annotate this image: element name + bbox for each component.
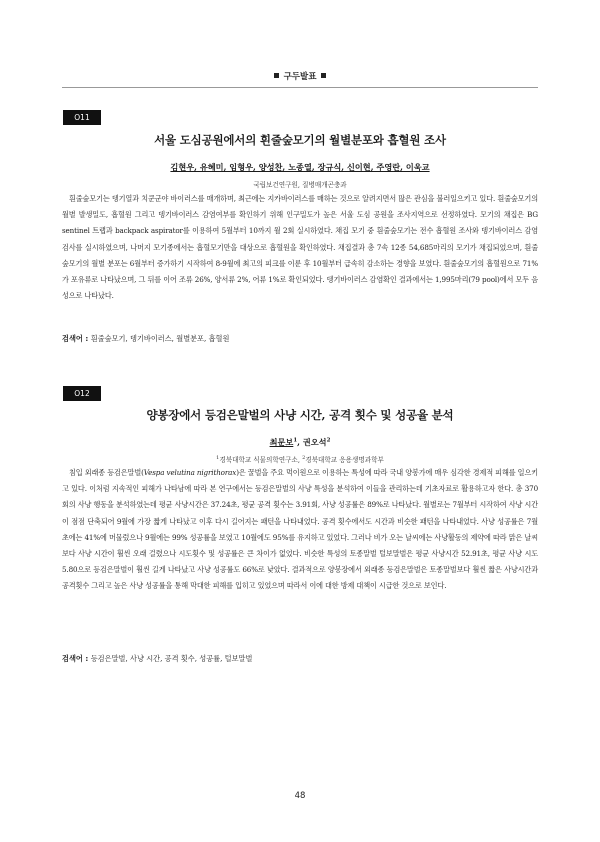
author-affil-mark: 1 [293, 437, 298, 444]
section-header [0, 70, 600, 82]
abstract-title: 양봉장에서 등검은말벌의 사냥 시간, 공격 횟수 및 성공율 분석 [146, 408, 454, 422]
author-name: 권오석 [302, 437, 327, 447]
keywords-text: 등검은말벌, 사냥 시간, 공격 횟수, 성공률, 털보말벌 [90, 654, 253, 663]
abstract-affiliation: 국립보건연구원, 질병매개곤충과 [253, 181, 347, 189]
square-bullet-icon [321, 73, 326, 78]
affil-mark: 1 [216, 454, 220, 461]
keywords-label: 검색어 [62, 654, 83, 663]
abstract-affiliation [62, 454, 538, 464]
abstract-body [62, 465, 538, 595]
author-affil-mark: 2 [326, 437, 331, 444]
square-bullet-icon [274, 73, 279, 78]
section-title: 구두발표 [283, 72, 317, 82]
keywords-label: 검색어 [62, 334, 83, 343]
affil-mark: 2 [302, 454, 306, 461]
page-number: 48 [294, 791, 306, 801]
affil-name: 경북대학교 응용생명과학부 [305, 456, 384, 464]
species-name: Vespa velutina nigrithorax [143, 468, 237, 477]
abstract-keywords: 검색어 : 등검은말벌, 사냥 시간, 공격 횟수, 성공률, 털보말벌 [62, 654, 253, 663]
keywords-text: 흰줄숲모기, 뎅기바이러스, 월별분포, 흡혈원 [90, 334, 230, 343]
abstract-code-badge: O11 [63, 110, 101, 125]
author-separator: , [297, 437, 303, 447]
abstract-authors [62, 162, 538, 173]
affil-name: 경북대학교 식물의학연구소, [219, 456, 303, 464]
author-list: 김현우, 유혜미, 임형우, 양성찬, 노종열, 장규식, 신이현, 주영란, 이욱교 [170, 162, 430, 172]
body-text: )은 꿀벌을 주요 먹이원으로 이용하는 특성에 따라 국내 양봉가에 매우 심각한 경제적 피해를 일으키고 있다. 이처럼 지속적인 피해가 나타남에 따라 본 연구에서는 등검은말벌의 사냥 특성을 분석하여 이들을 관리하는데 기초자료로 활용하고자 한다. 총 370회의 사냥 행동을 분석하였는데 평균 사냥시간은 37.24초, 평균 공격 횟수는 3.91회, 사냥 성공률은 89%로 나타났다. 월별로는 7월부터 시작하여 사냥 시간이 점점 단축되어 9월에 가장 짧게 나타났고 이후 다시 길어지는 패턴을 나타내었다. 공격 횟수에서도 시간과 비슷한 패턴을 나타내었다. 사냥 성공률은 7월 초에는 41%에 머물렀으나 9월에는 99% 성공률을 보였고 10월에도 95%를 유지하고 있었다. 그러나 비가 오는 날씨에는 사냥활동의 제약에 따라 맑은 날씨보다 사냥 시간이 훨씬 오래 걸렸으나 시도횟수 및 성공률은 큰 차이가 없었다. 비슷한 특성의 토종말벌 털보말벌은 평균 사냥시간 52.91초, 평균 사냥 시도 5.80으로 등검은말벌이 훨씬 길게 나타났고 사냥 성공률도 66%로 낮았다. 결과적으로 양봉장에서 외래종 등검은말벌은 토종말벌보다 훨씬 짧은 사냥시간과 공격횟수 그리고 높은 사냥 성공률을 통해 막대한 피해를 입히고 있었으며 따라서 이에 대한 방제 대책이 시급한 것으로 보인다. [62, 468, 538, 591]
abstract-code-badge: O12 [63, 386, 101, 401]
abstract-body: 흰줄숲모기는 뎅기열과 치쿤군야 바이러스를 매개하며, 최근에는 지카바이러스를 매하는 것으로 알려지면서 많은 관심을 불러일으키고 있다. 흰줄숲모기의 월별 발생밀도, 흡혈원 그리고 뎅기바이러스 감염여부를 확인하기 위해 인구밀도가 높은 서울 도심 공원을 조사지역으로 선정하였다. 모기의 채집은 BG sentinel 트랩과 backpack aspirator를 이용하여 5월부터 10까지 월 2회 실시하였다. 채집 모기 중 흰줄숲모기는 전수 흡혈원 조사와 뎅기바이러스 감염 검사를 실시하였으며, 나머지 모기종에서는 흡혈모기만을 대상으로 흡혈원을 확인하였다. 채집결과 총 7속 12종 54,685마리의 모기가 채집되었으며, 흰줄숲모기의 월별 분포는 6월부터 증가하기 시작하여 8-9월에 최고의 피크를 이룬 후 10월부터 급속히 감소하는 경향을 보였다. 흰줄숲모기의 흡혈원으로 71%가 포유류로 나타났으며, 그 뒤를 이어 조류 26%, 양서류 2%, 어류 1%로 확인되었다. 뎅기바이러스 감염확인 결과에서는 1,995마리(79 pool)에서 모두 음성으로 나타났다. [62, 194, 538, 301]
abstract-title: 서울 도심공원에서의 흰줄숲모기의 월별분포와 흡혈원 조사 [154, 133, 446, 147]
header-divider [62, 87, 538, 88]
author-name: 최문보 [269, 437, 294, 447]
abstract-authors [62, 437, 538, 448]
body-text: 침입 외래종 등검은말벌( [69, 468, 144, 477]
abstract-keywords: 검색어 : 흰줄숲모기, 뎅기바이러스, 월별분포, 흡혈원 [62, 334, 230, 343]
